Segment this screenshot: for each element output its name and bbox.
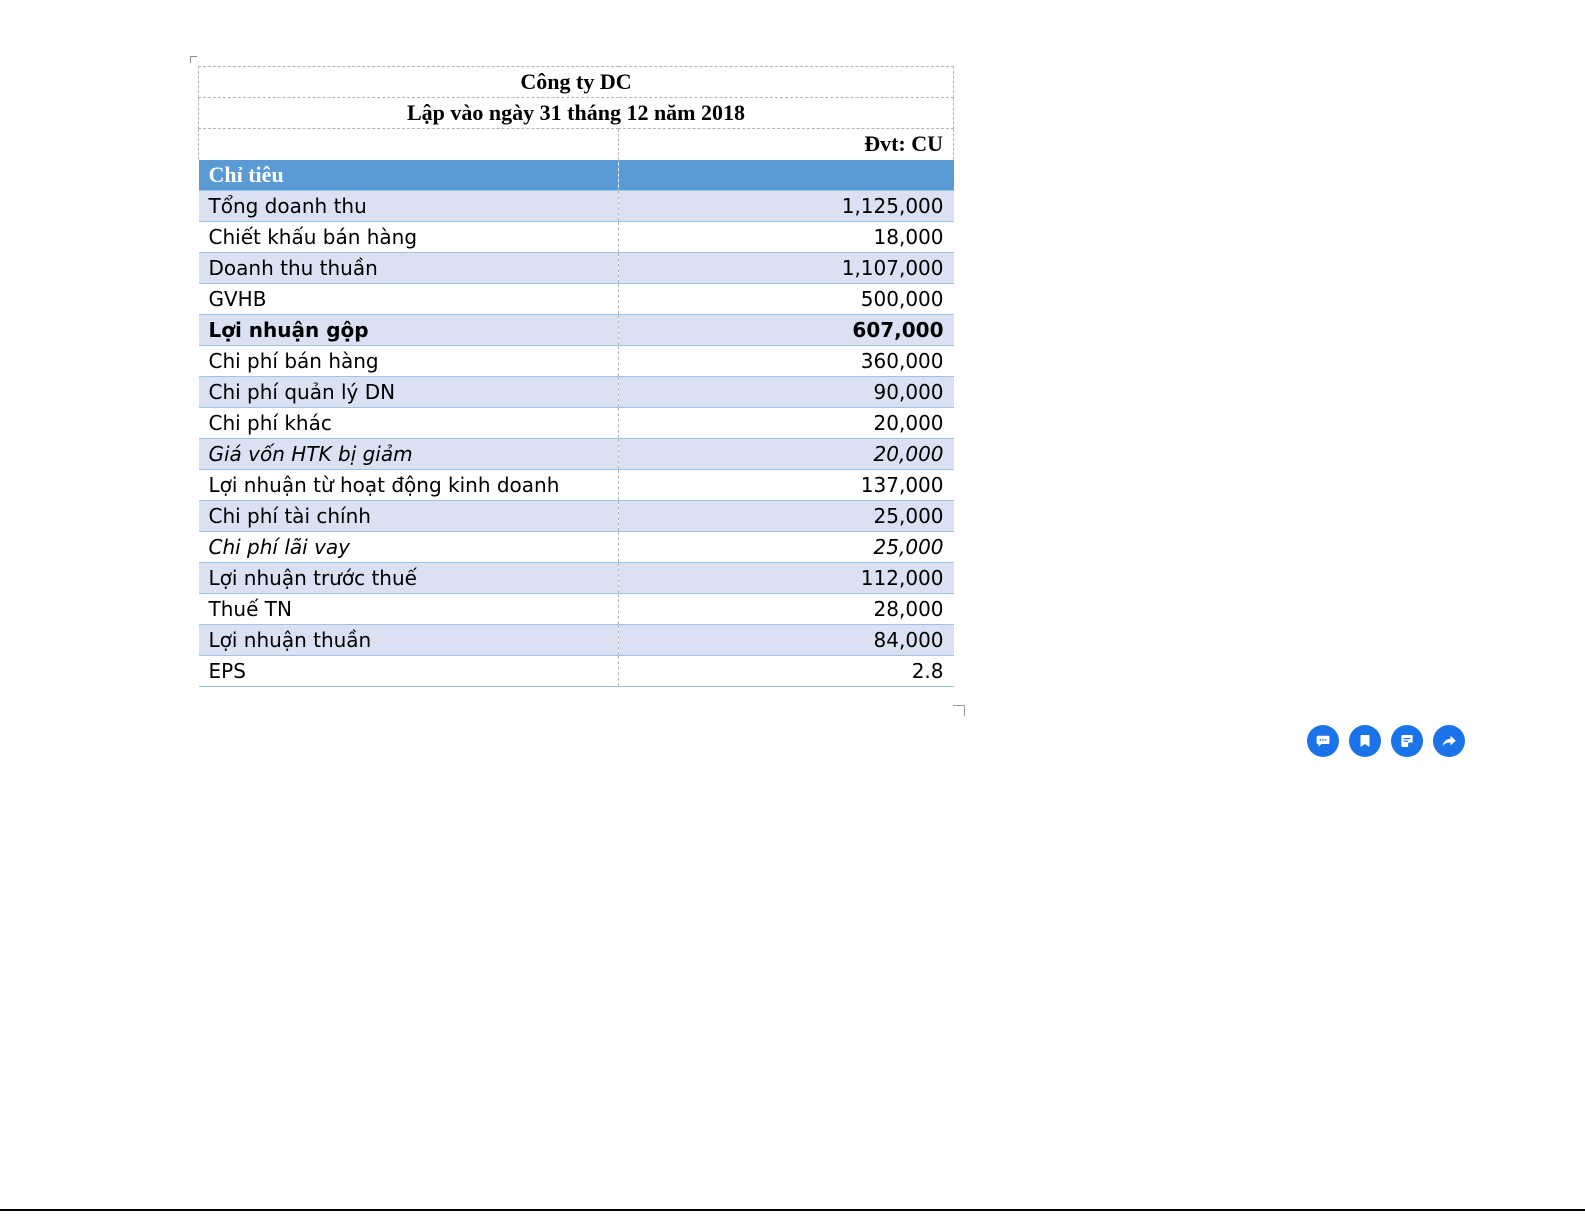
page-bottom-border (0, 1209, 1585, 1211)
table-row (199, 284, 954, 315)
row-label: Lợi nhuận thuần (199, 625, 619, 656)
row-label: Chi phí lãi vay (199, 532, 619, 563)
date-row (199, 98, 954, 129)
row-label: Chiết khấu bán hàng (199, 222, 619, 253)
row-value: 2.8 (619, 656, 954, 687)
table-row (199, 470, 954, 501)
table-row (199, 377, 954, 408)
row-value: 360,000 (619, 346, 954, 377)
table-row (199, 408, 954, 439)
row-value: 112,000 (619, 563, 954, 594)
unit-label: Đvt: CU (619, 129, 954, 160)
row-label: Chi phí bán hàng (199, 346, 619, 377)
row-value: 607,000 (619, 315, 954, 346)
row-label: Tổng doanh thu (199, 191, 619, 222)
row-label: Thuế TN (199, 594, 619, 625)
row-value: 84,000 (619, 625, 954, 656)
unit-row (199, 129, 954, 160)
table-row (199, 222, 954, 253)
row-value: 1,125,000 (619, 191, 954, 222)
unit-empty-cell (199, 129, 619, 160)
comment-button[interactable] (1307, 725, 1339, 757)
table-row (199, 532, 954, 563)
table-row (199, 625, 954, 656)
row-value: 20,000 (619, 439, 954, 470)
row-label: Chi phí khác (199, 408, 619, 439)
share-icon (1440, 732, 1458, 750)
row-value: 500,000 (619, 284, 954, 315)
column-header-empty (619, 160, 954, 191)
row-label: Giá vốn HTK bị giảm (199, 439, 619, 470)
row-label: EPS (199, 656, 619, 687)
table-row (199, 501, 954, 532)
note-button[interactable] (1391, 725, 1423, 757)
row-value: 18,000 (619, 222, 954, 253)
row-value: 25,000 (619, 501, 954, 532)
row-label: Chi phí tài chính (199, 501, 619, 532)
report-date: Lập vào ngày 31 tháng 12 năm 2018 (199, 98, 954, 129)
table-row (199, 563, 954, 594)
share-button[interactable] (1433, 725, 1465, 757)
row-label: Doanh thu thuần (199, 253, 619, 284)
table-row (199, 439, 954, 470)
company-title: Công ty DC (199, 67, 954, 98)
table-row (199, 253, 954, 284)
table-row (199, 594, 954, 625)
row-value: 1,107,000 (619, 253, 954, 284)
row-value: 20,000 (619, 408, 954, 439)
row-label: Lợi nhuận từ hoạt động kinh doanh (199, 470, 619, 501)
row-label: Chi phí quản lý DN (199, 377, 619, 408)
row-value: 137,000 (619, 470, 954, 501)
row-label: Lợi nhuận gộp (199, 315, 619, 346)
table-row (199, 315, 954, 346)
table-row (199, 656, 954, 687)
bookmark-button[interactable] (1349, 725, 1381, 757)
table-row (199, 346, 954, 377)
income-statement-table (198, 66, 954, 687)
company-row (199, 67, 954, 98)
column-header-row (199, 160, 954, 191)
table-anchor-mark[interactable] (190, 56, 197, 63)
comment-icon (1314, 732, 1332, 750)
row-value: 90,000 (619, 377, 954, 408)
note-icon (1398, 732, 1416, 750)
row-label: GVHB (199, 284, 619, 315)
column-header-label: Chỉ tiêu (199, 160, 619, 191)
row-value: 25,000 (619, 532, 954, 563)
table-resize-handle[interactable] (953, 705, 965, 716)
bookmark-icon (1356, 732, 1374, 750)
row-label: Lợi nhuận trước thuế (199, 563, 619, 594)
floating-action-bar (1307, 725, 1465, 757)
row-value: 28,000 (619, 594, 954, 625)
table-row (199, 191, 954, 222)
